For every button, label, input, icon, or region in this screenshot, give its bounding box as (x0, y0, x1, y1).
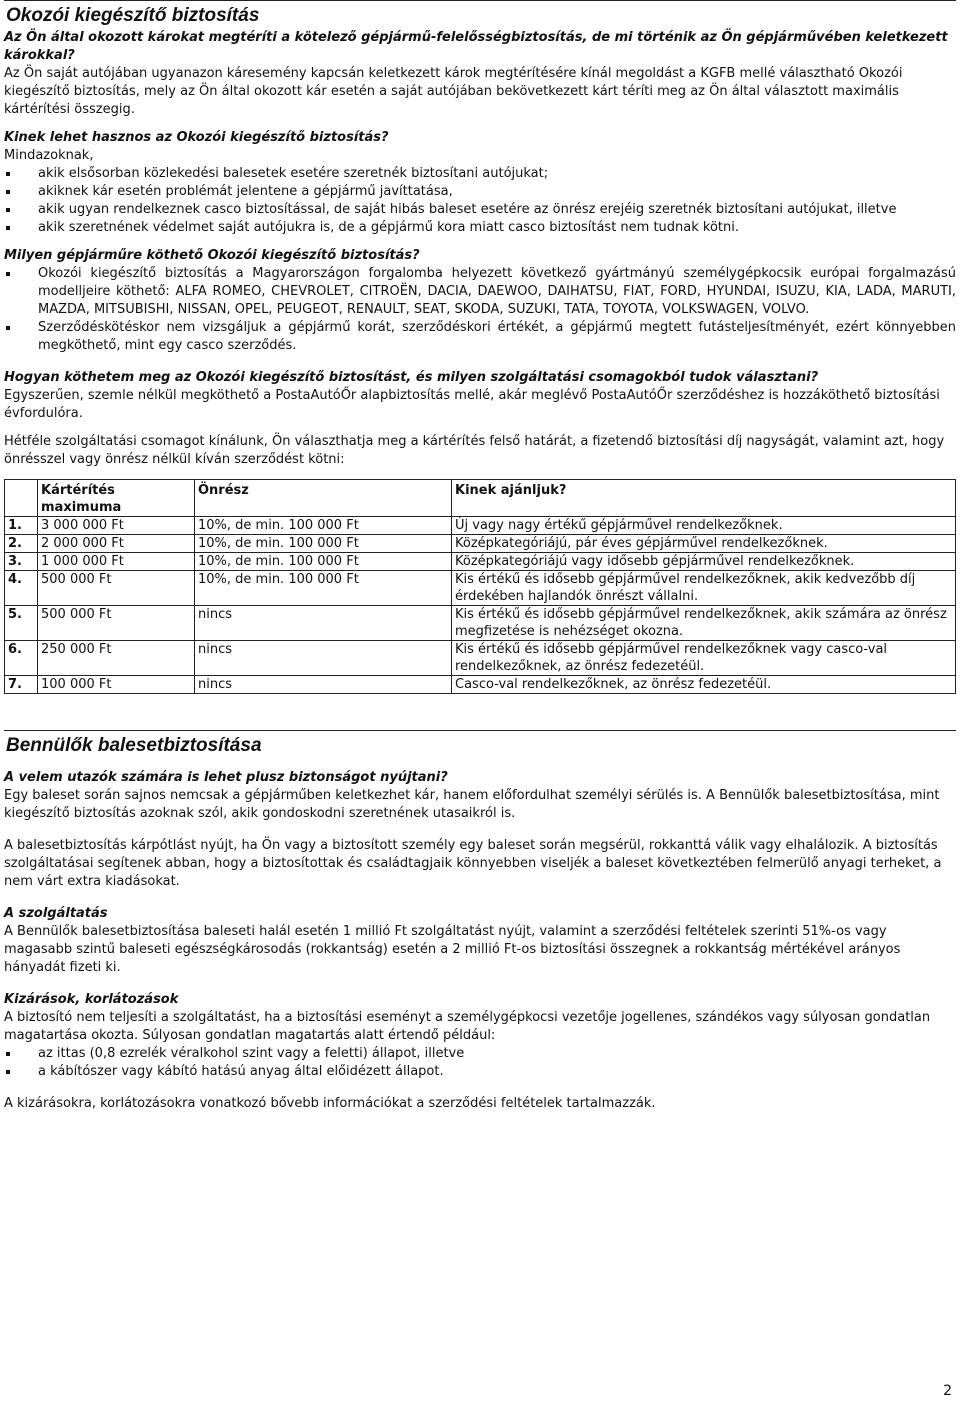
cell-who: Casco-val rendelkezőknek, az önrész fedezetéül. (452, 676, 956, 694)
list-item: Okozói kiegészítő biztosítás a Magyarországon forgalomba helyezett következő gyártmányú személygépkocsik európai forgalmazású modelljeire köthető: ALFA ROMEO, CHEVROLET, CITROËN, DACIA, DAEWOO, DAIHATSU, FIAT, FORD, HYUNDAI, ISUZU, KIA, LADA, MARUTI, MAZDA, MITSUBISHI, NISSAN, OPEL, PEUGEOT, RENAULT, SEAT, SKODA, SUZUKI, TATA, TOYOTA, VOLKSWAGEN, VOLVO. (4, 265, 956, 319)
table-row (5, 606, 956, 641)
cell-num: 5. (5, 606, 38, 641)
exclusions-heading: Kizárások, korlátozások (4, 992, 179, 1007)
cell-num: 1. (5, 517, 38, 535)
question-who: Kinek lehet hasznos az Okozói kiegészítő biztosítás? (4, 130, 389, 145)
vehicle-list (4, 265, 956, 355)
cell-num: 3. (5, 553, 38, 571)
cell-who: Középkategóriájú, pár éves gépjárművel rendelkezőknek. (452, 535, 956, 553)
cell-who: Kis értékű és idősebb gépjárművel rendelkezőknek, akik számára az önrész megfizetése is nehézséget okozna. (452, 606, 956, 641)
question-passengers: A velem utazók számára is lehet plusz biztonságot nyújtani? (4, 770, 448, 785)
cell-max: 2 000 000 Ft (38, 535, 195, 553)
exclusions-footer: A kizárásokra, korlátozásokra vonatkozó bővebb információkat a szerződési feltételek tartalmazzák. (4, 1096, 656, 1111)
how-paragraph: Egyszerűen, szemle nélkül megköthető a PostaAutóŐr alapbiztosítás mellé, akár meglévő PostaAutóŐr szerződéshez is hozzáköthető biztosítási évfordulóra. (4, 388, 940, 421)
cell-num: 7. (5, 676, 38, 694)
cell-max: 250 000 Ft (38, 641, 195, 676)
intro-paragraph: Az Ön saját autójában ugyanazon káresemény kapcsán keletkezett károk megtérítésére kínál megoldást a KGFB mellé választható Okozói kiegészítő biztosítás, mely az Ön által okozott kár esetén a saját autójában bekövetkezett kárt téríti meg az Ön által választott maximális kártérítési összegig. (4, 66, 903, 117)
col-header-max: Kártérítés maximuma (38, 480, 195, 517)
question-vehicles: Milyen gépjárműre köthető Okozói kiegészítő biztosítás? (4, 248, 420, 263)
question-who-intro: Mindazoknak, (4, 148, 94, 163)
section-bennulok-content (0, 759, 960, 1113)
section-title-bennulok: Bennülők balesetbiztosítása (4, 730, 956, 759)
list-item: Szerződéskötéskor nem vizsgáljuk a gépjármű korát, szerződéskori értékét, a gépjármű megtett futásteljesítményét, ezért könnyebben megköthető, mint egy casco szerződés. (4, 319, 956, 355)
packages-intro: Hétféle szolgáltatási csomagot kínálunk, Ön választhatja meg a kártérítés felső határát, a fizetendő biztosítási díj nagyságát, valamint azt, hogy önrésszel vagy önrész nélkül kíván szerződést kötni: (4, 434, 945, 467)
cell-num: 4. (5, 571, 38, 606)
list-item: a kábítószer vagy kábító hatású anyag által előidézett állapot. (4, 1063, 956, 1081)
table-header-row (5, 480, 956, 517)
page-number: 2 (943, 1383, 952, 1399)
accident-paragraph: A balesetbiztosítás kárpótlást nyújt, ha Ön vagy a biztosított személy egy baleset során megsérül, rokkanttá válik vagy elhalálozik. A biztosítás szolgáltatásai segítenek abban, hogy a biztosítottak és családtagjaik könnyebben viseljék a baleset következtében felmerülő anyagi terheket, a nem várt extra kiadásokat. (4, 838, 942, 889)
table-row (5, 517, 956, 535)
cell-who: Középkategóriájú vagy idősebb gépjárművel rendelkezőknek. (452, 553, 956, 571)
cell-num: 6. (5, 641, 38, 676)
col-header-self: Önrész (195, 480, 452, 517)
list-item: akik ugyan rendelkeznek casco biztosítással, de saját hibás baleset esetére az önrész erejéig szeretnék biztosítani autójukat, illetve (4, 201, 956, 219)
cell-who: Kis értékű és idősebb gépjárművel rendelkezőknek vagy casco-val rendelkezőknek, az önrész fedezetéül. (452, 641, 956, 676)
exclusions-list (4, 1045, 956, 1081)
list-item: akik szeretnének védelmet saját autójukra is, de a gépjármű kora miatt casco biztosítást nem tudnak kötni. (4, 219, 956, 237)
section-okozoi-content (0, 29, 960, 469)
service-heading: A szolgáltatás (4, 906, 108, 921)
section-title-okozoi: Okozói kiegészítő biztosítás (4, 0, 956, 29)
cell-self: nincs (195, 676, 452, 694)
cell-self: 10%, de min. 100 000 Ft (195, 517, 452, 535)
list-item: akik elsősorban közlekedési balesetek esetére szeretnék biztosítani autójukat; (4, 165, 956, 183)
list-item: akiknek kár esetén problémát jelentene a gépjármű javíttatása, (4, 183, 956, 201)
packages-table (4, 479, 956, 694)
question-how: Hogyan köthetem meg az Okozói kiegészítő biztosítást, és milyen szolgáltatási csomagokból tudok választani? (4, 370, 819, 385)
col-header-num (5, 480, 38, 517)
who-list (4, 165, 956, 237)
cell-self: nincs (195, 641, 452, 676)
cell-self: nincs (195, 606, 452, 641)
table-row (5, 535, 956, 553)
cell-who: Kis értékű és idősebb gépjárművel rendelkezőknek, akik kedvezőbb díj érdekében hajlandók önrészt vállalni. (452, 571, 956, 606)
col-header-who: Kinek ajánljuk? (452, 480, 956, 517)
table-row (5, 571, 956, 606)
passengers-paragraph: Egy baleset során sajnos nemcsak a gépjárműben keletkezhet kár, hanem előfordulhat személyi sérülés is. A Bennülők balesetbiztosítása, mint kiegészítő biztosítás azoknak szól, akik gondoskodni szeretnének utasaikról is. (4, 788, 940, 821)
cell-max: 1 000 000 Ft (38, 553, 195, 571)
table-row (5, 553, 956, 571)
service-paragraph: A Bennülők balesetbiztosítása baleseti halál esetén 1 millió Ft szolgáltatást nyújt, valamint a szerződési feltételek szerinti 51%-os vagy magasabb szintű baleseti egészségkárosodás (rokkantság) esetén a 2 millió Ft-os biztosítási összegnek a rokkantság mértékével arányos hányadát fizeti ki. (4, 924, 901, 975)
cell-who: Új vagy nagy értékű gépjárművel rendelkezőknek. (452, 517, 956, 535)
exclusions-paragraph: A biztosító nem teljesíti a szolgáltatást, ha a biztosítási eseményt a személygépkocsi vezetője jogellenes, szándékos vagy súlyosan gondatlan magatartása okozta. Súlyosan gondatlan magatartás alatt értendő például: (4, 1010, 931, 1043)
cell-self: 10%, de min. 100 000 Ft (195, 553, 452, 571)
cell-max: 100 000 Ft (38, 676, 195, 694)
cell-self: 10%, de min. 100 000 Ft (195, 535, 452, 553)
cell-num: 2. (5, 535, 38, 553)
lead-question: Az Ön által okozott károkat megtéríti a kötelező gépjármű-felelősségbiztosítás, de mi történik az Ön gépjárművében keletkezett károkkal? (4, 30, 948, 63)
list-item: az ittas (0,8 ezrelék véralkohol szint vagy a feletti) állapot, illetve (4, 1045, 956, 1063)
table-row (5, 676, 956, 694)
cell-max: 3 000 000 Ft (38, 517, 195, 535)
cell-max: 500 000 Ft (38, 571, 195, 606)
cell-self: 10%, de min. 100 000 Ft (195, 571, 452, 606)
table-row (5, 641, 956, 676)
cell-max: 500 000 Ft (38, 606, 195, 641)
